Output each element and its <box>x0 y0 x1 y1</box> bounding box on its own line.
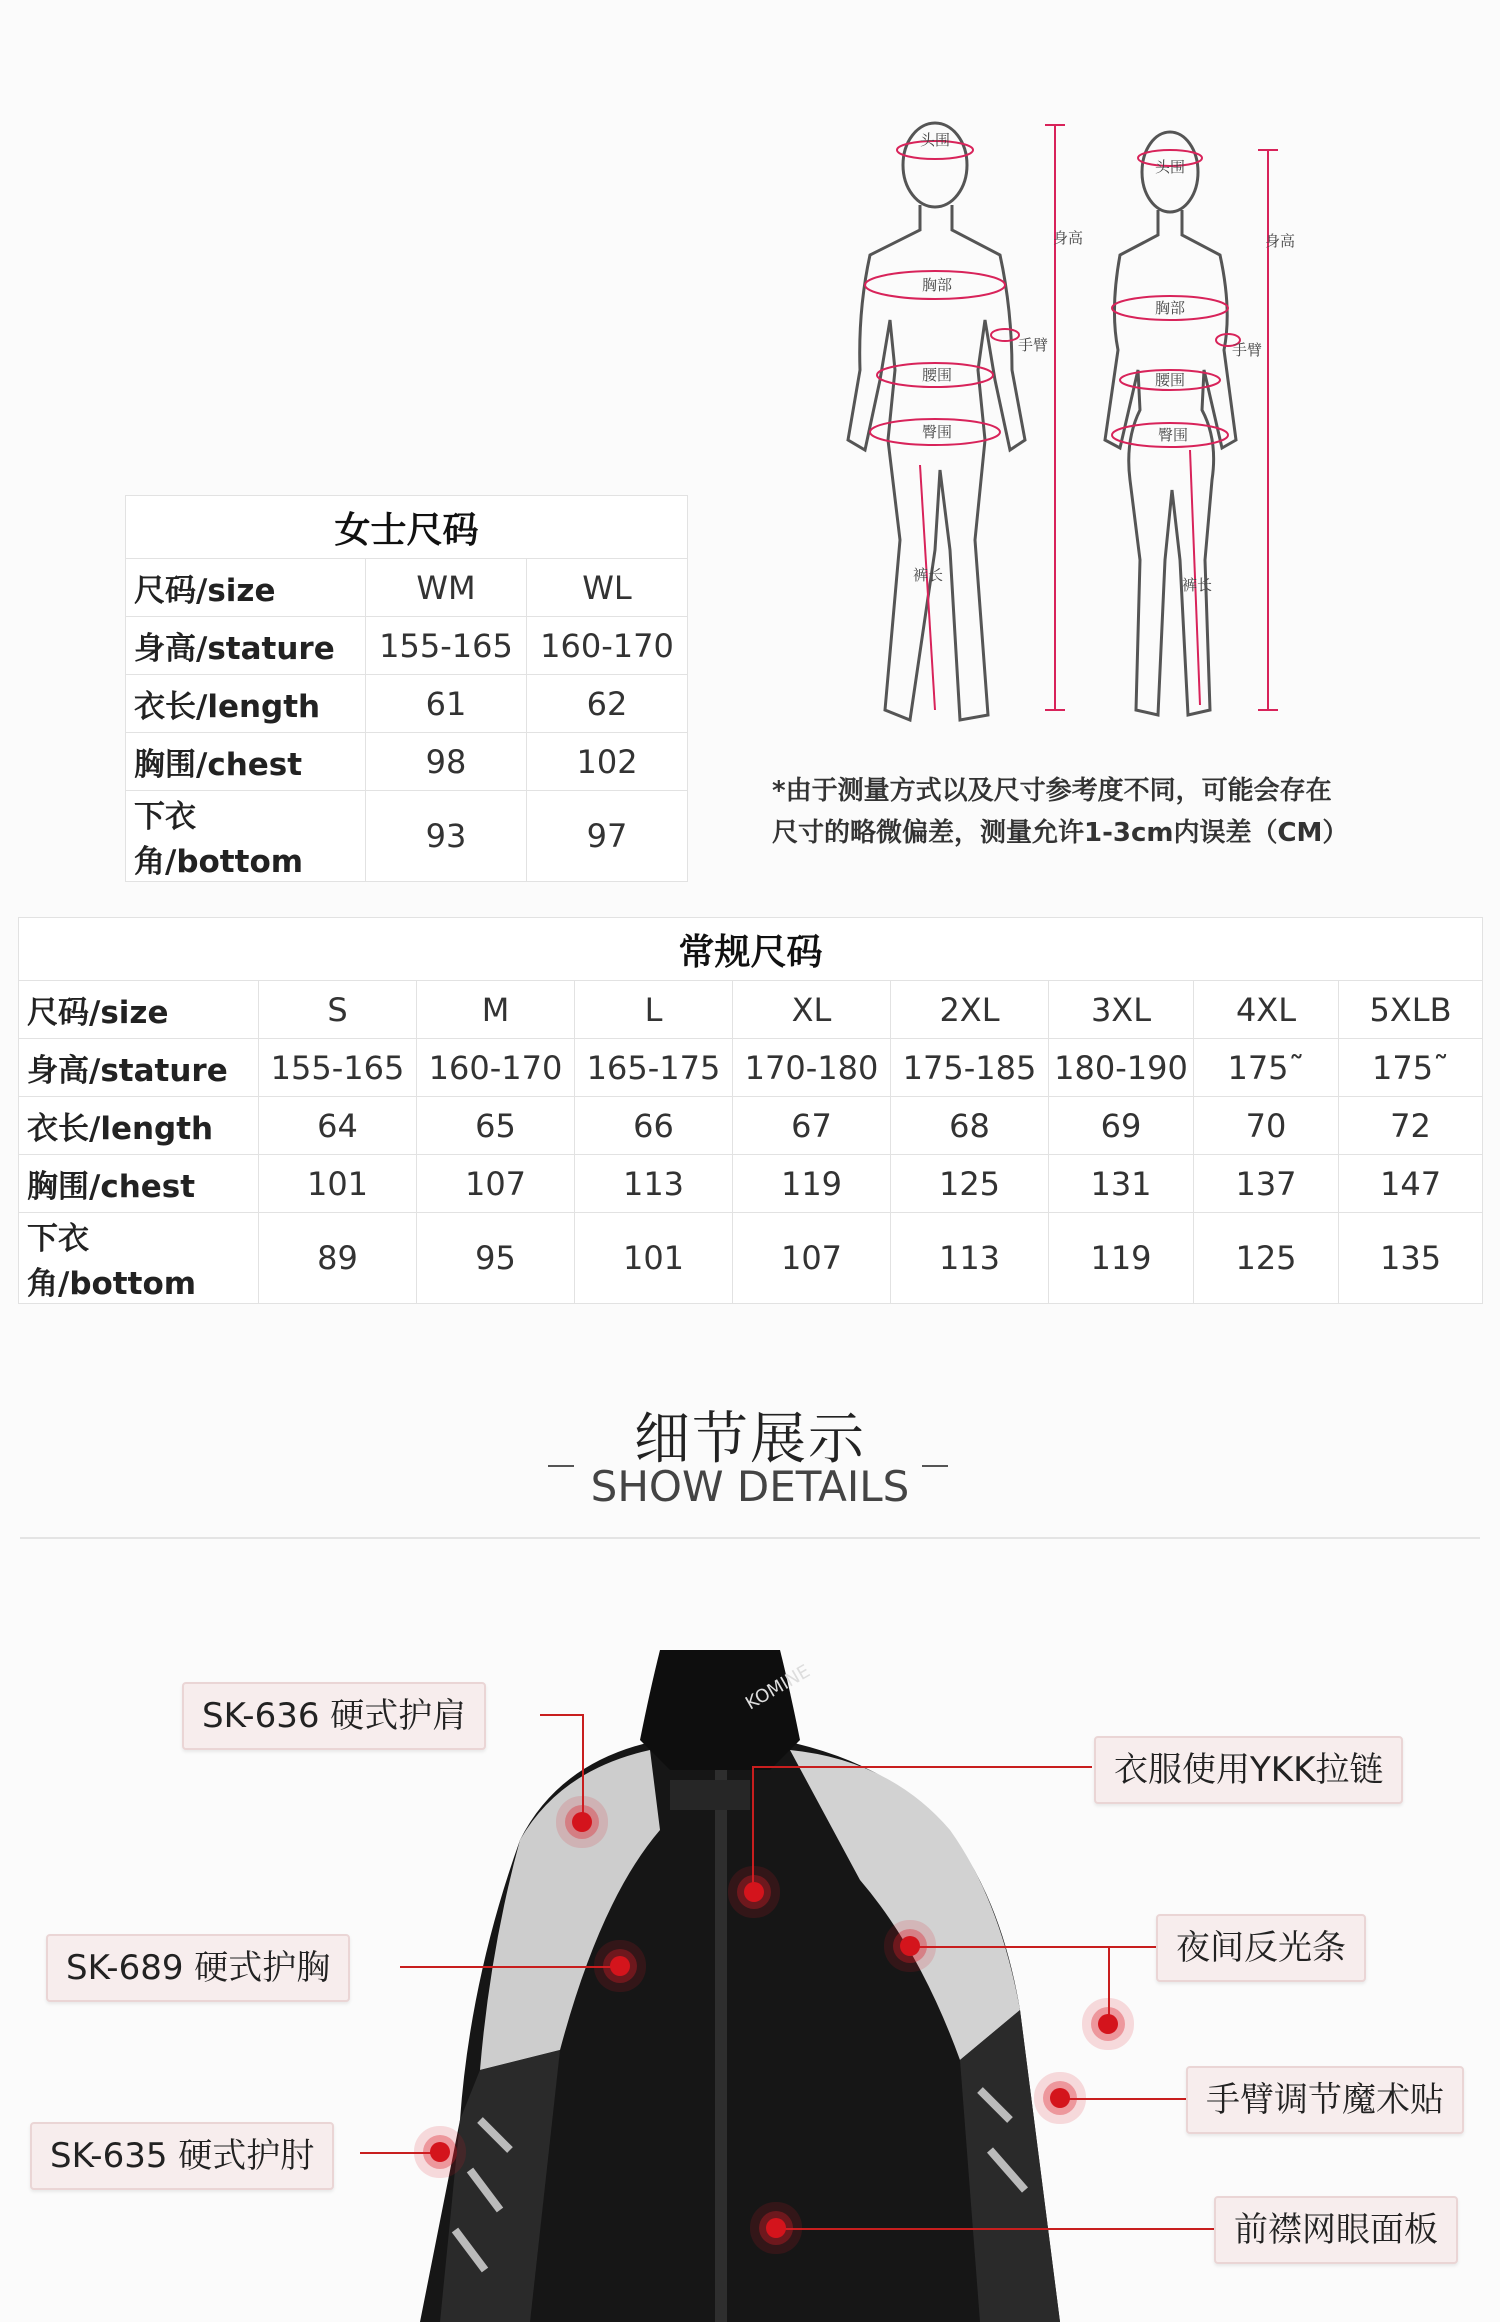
header-cell: 5XLB <box>1339 981 1483 1039</box>
table-cell: 95 <box>417 1213 575 1304</box>
figure-label: 裤长 <box>1182 576 1213 594</box>
table-cell: 125 <box>1194 1213 1339 1304</box>
leader-line <box>752 1766 1092 1768</box>
header-cell: S <box>259 981 417 1039</box>
figure-label: 身高 <box>1053 229 1084 247</box>
callout-mesh-panel: 前襟网眼面板 <box>1214 2196 1458 2264</box>
table-cell: 67 <box>733 1097 891 1155</box>
leader-line <box>582 1714 584 1822</box>
table-cell: 180-190 <box>1049 1039 1194 1097</box>
table-cell: 69 <box>1049 1097 1194 1155</box>
table-cell: 175˜ <box>1339 1039 1483 1097</box>
table-cell: 65 <box>417 1097 575 1155</box>
table-cell: 61 <box>366 675 527 733</box>
table-cell: 113 <box>891 1213 1049 1304</box>
table-row <box>19 1039 1483 1097</box>
table-cell: 160-170 <box>527 617 688 675</box>
table-cell: 160-170 <box>417 1039 575 1097</box>
leader-line <box>400 1966 620 1968</box>
table-row <box>126 791 688 882</box>
header-cell: 尺码/size <box>126 559 366 617</box>
jacket-brand-logo: KOMINE <box>742 1660 814 1715</box>
row-label: 胸围/chest <box>19 1155 259 1213</box>
table-cell: 119 <box>733 1155 891 1213</box>
callout-arm-velcro: 手臂调节魔术贴 <box>1186 2066 1464 2134</box>
hotspot-dot <box>430 2142 450 2162</box>
hotspot-dot <box>766 2218 786 2238</box>
table-cell: 66 <box>575 1097 733 1155</box>
table-header-row <box>19 981 1483 1039</box>
table-cell: 97 <box>527 791 688 882</box>
body-measurement-figure <box>840 110 1400 740</box>
table-cell: 165-175 <box>575 1039 733 1097</box>
leader-line <box>1060 2098 1188 2100</box>
header-cell: WM <box>366 559 527 617</box>
table-cell: 125 <box>891 1155 1049 1213</box>
figure-label: 臀围 <box>922 423 953 441</box>
regular-size-table <box>18 917 1483 1304</box>
section-title-en: SHOW DETAILS <box>590 1462 910 1511</box>
table-cell: 155-165 <box>259 1039 417 1097</box>
hotspot-dot <box>744 1882 764 1902</box>
callout-chest-armor: SK-689 硬式护胸 <box>46 1934 350 2002</box>
row-label: 衣长/length <box>19 1097 259 1155</box>
header-cell: 4XL <box>1194 981 1339 1039</box>
leader-line <box>1108 1946 1110 2024</box>
callout-reflective-strip: 夜间反光条 <box>1156 1914 1366 1982</box>
section-title-cn: 细节展示 <box>634 1407 866 1472</box>
table-cell: 170-180 <box>733 1039 891 1097</box>
table-cell: 101 <box>259 1155 417 1213</box>
row-label: 下衣角/bottom <box>126 791 366 882</box>
table-row <box>19 1155 1483 1213</box>
note-line: *由于测量方式以及尺寸参考度不同，可能会存在 <box>772 776 1332 806</box>
table-cell: 62 <box>527 675 688 733</box>
hotspot-dot <box>1050 2088 1070 2108</box>
regular-table-title: 常规尺码 <box>19 918 1483 981</box>
table-cell: 101 <box>575 1213 733 1304</box>
figure-label: 手臂 <box>1018 336 1049 354</box>
table-cell: 113 <box>575 1155 733 1213</box>
table-cell: 64 <box>259 1097 417 1155</box>
table-cell: 70 <box>1194 1097 1339 1155</box>
leader-line <box>752 1766 754 1892</box>
figure-label: 腰围 <box>922 366 953 384</box>
table-cell: 155-165 <box>366 617 527 675</box>
hotspot-dot <box>610 1956 630 1976</box>
table-row <box>19 1213 1483 1304</box>
figure-label: 身高 <box>1265 232 1296 250</box>
table-cell: 107 <box>417 1155 575 1213</box>
leader-line <box>540 1714 584 1716</box>
note-line: 尺寸的略微偏差，测量允许1-3cm内误差（CM） <box>772 818 1349 848</box>
header-cell: WL <box>527 559 688 617</box>
figure-label: 裤长 <box>913 566 944 584</box>
callout-ykk-zipper: 衣服使用YKK拉链 <box>1094 1736 1403 1804</box>
table-row <box>126 617 688 675</box>
table-cell: 131 <box>1049 1155 1194 1213</box>
header-cell: L <box>575 981 733 1039</box>
table-cell: 147 <box>1339 1155 1483 1213</box>
callout-elbow-armor: SK-635 硬式护肘 <box>30 2122 334 2190</box>
table-cell: 135 <box>1339 1213 1483 1304</box>
table-cell: 98 <box>366 733 527 791</box>
leader-line <box>910 1946 1160 1948</box>
figure-label: 胸部 <box>922 276 953 294</box>
table-cell: 89 <box>259 1213 417 1304</box>
table-cell: 137 <box>1194 1155 1339 1213</box>
table-row <box>126 675 688 733</box>
row-label: 身高/stature <box>126 617 366 675</box>
header-cell: M <box>417 981 575 1039</box>
row-label: 身高/stature <box>19 1039 259 1097</box>
hotspot-dot <box>900 1936 920 1956</box>
figure-label: 胸部 <box>1155 299 1186 317</box>
table-row <box>19 1097 1483 1155</box>
leader-line <box>776 2228 1216 2230</box>
leader-line <box>360 2152 440 2154</box>
header-cell: 2XL <box>891 981 1049 1039</box>
figure-label: 臀围 <box>1158 426 1189 444</box>
table-cell: 107 <box>733 1213 891 1304</box>
women-size-table <box>125 495 688 882</box>
figure-label: 腰围 <box>1155 371 1186 389</box>
row-label: 下衣角/bottom <box>19 1213 259 1304</box>
callout-shoulder-armor: SK-636 硬式护肩 <box>182 1682 486 1750</box>
table-cell: 68 <box>891 1097 1049 1155</box>
measurement-note <box>772 770 1348 854</box>
table-row <box>126 733 688 791</box>
table-cell: 102 <box>527 733 688 791</box>
figure-label: 头围 <box>920 131 951 149</box>
table-cell: 175-185 <box>891 1039 1049 1097</box>
figure-label: 头围 <box>1155 158 1186 176</box>
table-cell: 93 <box>366 791 527 882</box>
table-cell: 72 <box>1339 1097 1483 1155</box>
header-cell: 3XL <box>1049 981 1194 1039</box>
section-title-dash-right <box>922 1465 948 1467</box>
jacket-image <box>360 1650 1140 2322</box>
row-label: 衣长/length <box>126 675 366 733</box>
header-cell: 尺码/size <box>19 981 259 1039</box>
header-cell: XL <box>733 981 891 1039</box>
women-table-title: 女士尺码 <box>126 496 688 559</box>
row-label: 胸围/chest <box>126 733 366 791</box>
table-cell: 119 <box>1049 1213 1194 1304</box>
section-divider <box>20 1537 1480 1539</box>
hotspot-dot <box>572 1812 592 1832</box>
figure-label: 手臂 <box>1232 341 1263 359</box>
hotspot-dot <box>1098 2014 1118 2034</box>
table-header-row <box>126 559 688 617</box>
table-cell: 175˜ <box>1194 1039 1339 1097</box>
